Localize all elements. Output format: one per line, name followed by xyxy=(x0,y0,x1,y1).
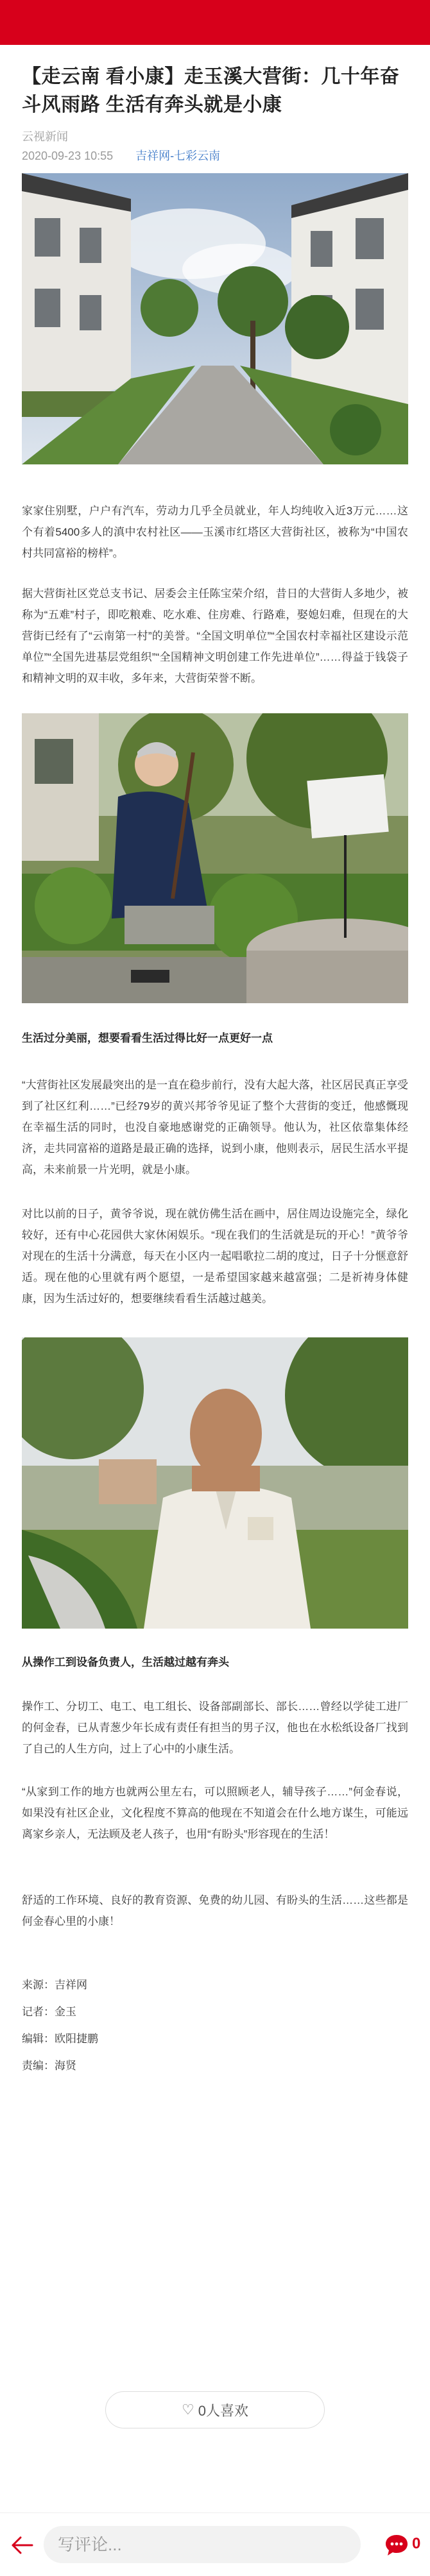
comment-input[interactable]: 写评论... xyxy=(44,2526,361,2563)
like-count-label: 0人喜欢 xyxy=(198,2402,248,2419)
comment-count: 0 xyxy=(412,2535,421,2552)
photo-elder-erhu xyxy=(22,713,408,1003)
subheading-1: 生活过分美丽，想要看看生活过得比好一点更好一点 xyxy=(22,1032,273,1044)
article-body xyxy=(22,63,408,2080)
article-channel-link[interactable]: 吉祥网-七彩云南 xyxy=(135,149,221,162)
like-section xyxy=(0,2391,430,2428)
top-header-bar xyxy=(0,0,430,45)
bottom-comment-bar xyxy=(0,2512,430,2576)
photo-village-street xyxy=(22,173,408,464)
article-meta xyxy=(22,148,408,164)
elder-erhu-image xyxy=(22,713,408,1003)
paragraph-6: “从家到工作的地方也就两公里左右，可以照顾老人，辅导孩子……”何金春说，如果没有社区企业，文化程度不算高的他现在不知道会在什么地方谋生，可能远离家乡亲人，无法顾及老人孩子，也用“有盼头”形容现在的生活！ xyxy=(22,1786,408,1840)
back-arrow-icon xyxy=(9,2532,35,2558)
comment-count-button[interactable] xyxy=(384,2532,422,2558)
paragraph-3: “大营街社区发展最突出的是一直在稳步前行，没有大起大落，社区居民真正享受到了社区红利……”已经79岁的黄兴邦爷爷见证了整个大营街的变迁，他感慨现在幸福生活的同时，也没自豪地感谢党的正确领导。他认为，社区依靠集体经济，走共同富裕的道路是最正确的选择，说到小康，他则表示，居民生活水平提高，未来前景一片光明，就是小康。 xyxy=(22,1079,408,1176)
paragraph-5: 操作工、分切工、电工、电工组长、设备部副部长、部长……曾经以学徒工进厂的何金春，已从青葱少年长成有责任有担当的男子汉，他也在水松纸设备厂找到了自己的人生方向，过上了心中的小康生活。 xyxy=(22,1700,408,1755)
credit-chief-editor: 责编：海贤 xyxy=(22,2060,76,2072)
subheading-2: 从操作工到设备负责人，生活越过越有奔头 xyxy=(22,1656,229,1668)
heart-icon: ♡ xyxy=(182,2402,194,2418)
credit-editor: 编辑：欧阳捷鹏 xyxy=(22,2033,98,2045)
article-title: 【走云南 看小康】走玉溪大营街：几十年奋斗风雨路 生活有奔头就是小康 xyxy=(22,66,400,115)
back-button[interactable] xyxy=(9,2532,35,2558)
paragraph-1: 家家住别墅，户户有汽车，劳动力几乎全员就业，年人均纯收入近3万元……这个有着5400多人的滇中农村社区——玉溪市红塔区大营街社区，被称为“中国农村共同富裕的榜样”。 xyxy=(22,505,408,559)
village-street-image xyxy=(22,173,408,464)
paragraph-2: 据大营街社区党总支书记、居委会主任陈宝荣介绍，昔日的大营街人多地少，被称为“五难”村子，即吃粮难、吃水难、住房难、行路难，娶媳妇难，但现在的大营街已经有了“云南第一村”的美誉。“全国文明单位”“全国农村幸福社区建设示范单位”“全国先进基层党组织”“全国精神文明创建工作先进单位”……得益于钱袋子和精神文明的双丰收，多年来，大营街荣誉不断。 xyxy=(22,588,408,684)
credit-reporter: 记者：金玉 xyxy=(22,2006,76,2018)
comment-bubble-icon xyxy=(384,2532,409,2558)
like-button[interactable] xyxy=(105,2391,325,2428)
paragraph-4: 对比以前的日子，黄爷爷说，现在就仿佛生活在画中，居住周边设施完全，绿化较好，还有中心花园供大家休闲娱乐。“现在我们的生活就是玩的开心！”黄爷爷对现在的生活十分满意，每天在小区内一起唱歌拉二胡的度过，日子十分惬意舒适。现在他的心里就有两个愿望，一是希望国家越来越富强；二是祈祷身体健康，因为生活过好的，想要继续看看生活越过越美。 xyxy=(22,1208,408,1305)
worker-portrait-image xyxy=(22,1337,408,1629)
photo-worker-portrait xyxy=(22,1337,408,1629)
article-date: 2020-09-23 10:55 xyxy=(22,149,114,162)
paragraph-7: 舒适的工作环境、良好的教育资源、免费的幼儿园、有盼头的生活……这些都是何金春心里的小康！ xyxy=(22,1894,408,1928)
credit-source: 来源：吉祥网 xyxy=(22,1979,87,1991)
article-credits xyxy=(22,1972,408,2080)
article-source: 云视新闻 xyxy=(22,130,68,143)
